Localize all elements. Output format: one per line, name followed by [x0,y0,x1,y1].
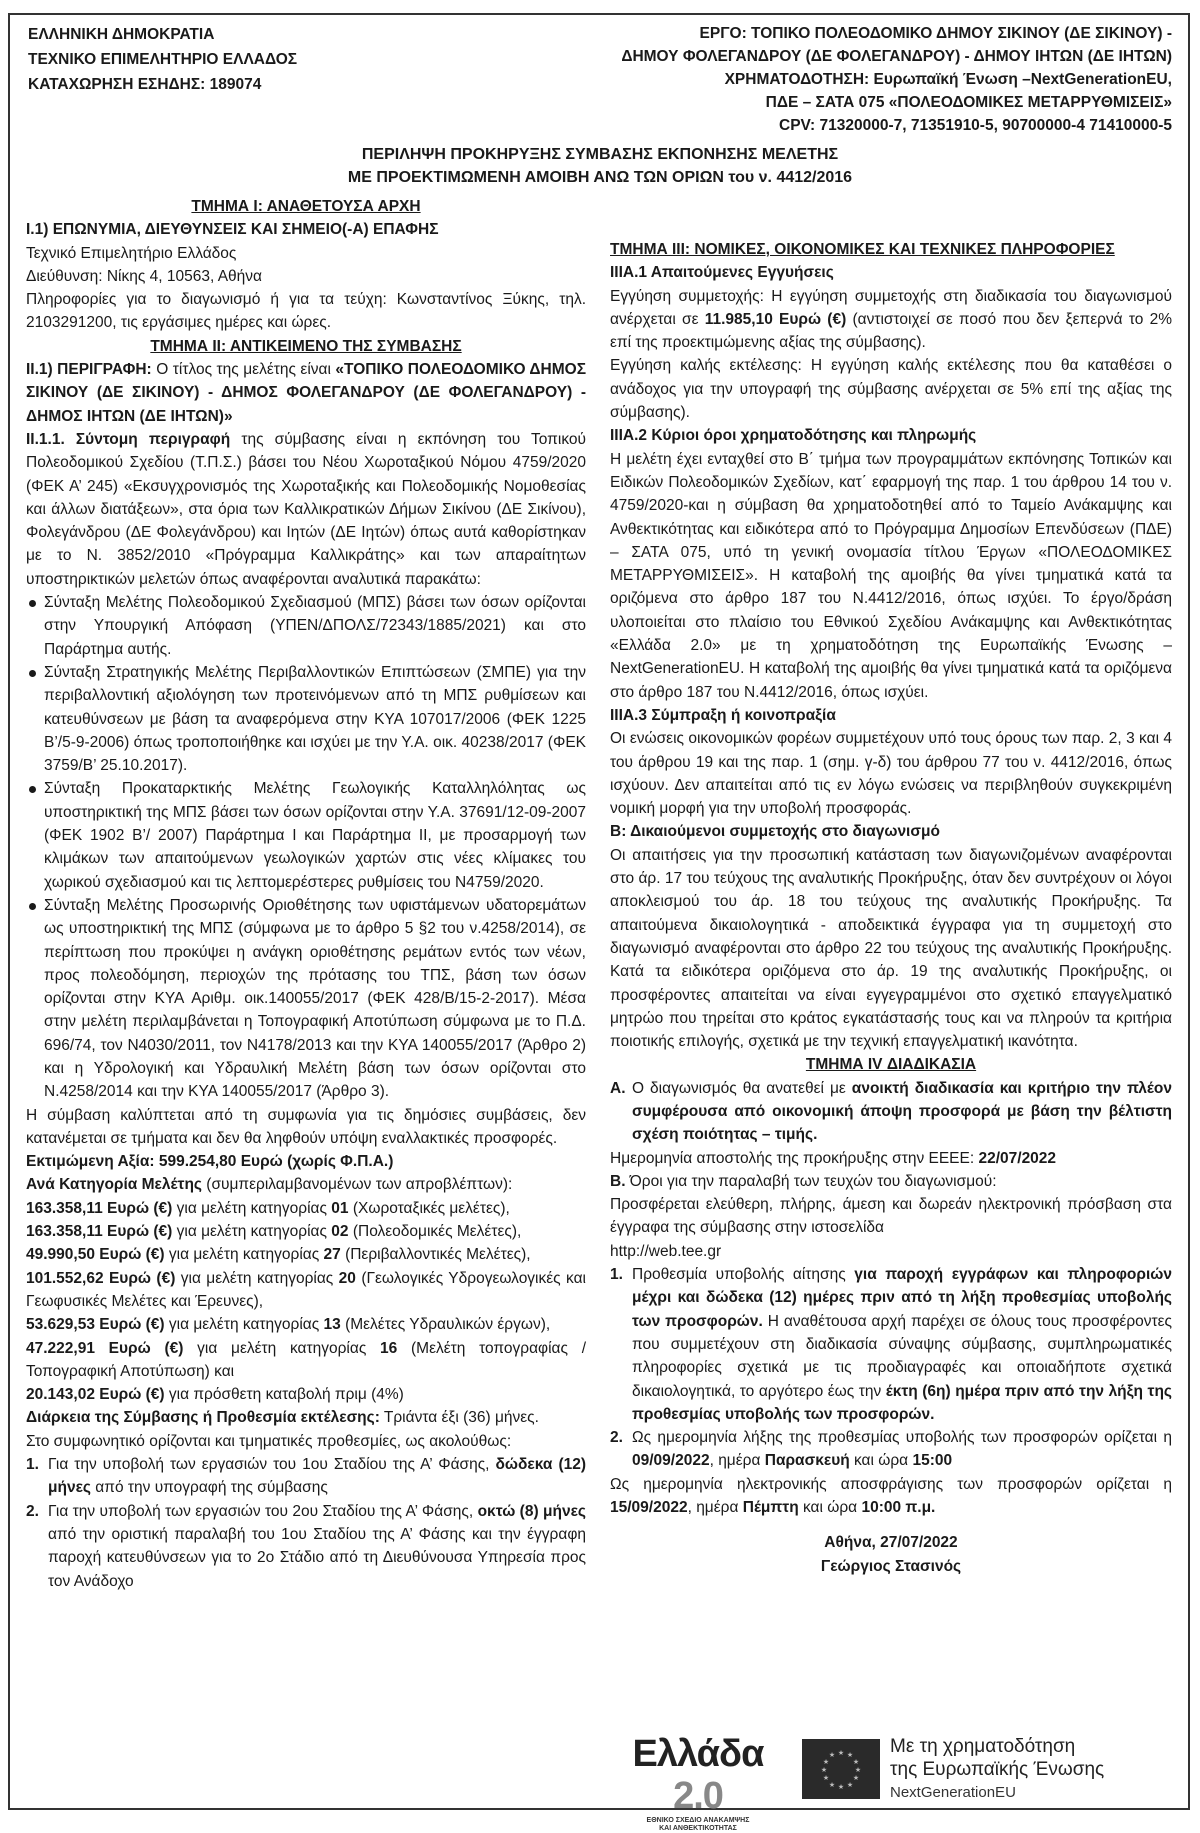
eu-line-2: της Ευρωπαϊκής Ένωσης [890,1759,1105,1780]
category-row [26,1313,586,1336]
deadline-time: 15:00 [912,1452,953,1470]
category-amount: 101.552,62 Ευρώ (€) [26,1269,176,1287]
item-number: 2. [26,1502,39,1520]
category-row [26,1243,586,1266]
financing-heading: ΙΙΙΑ.2 Κύριοι όροι χρηματοδότησης και πληρωμής [610,427,977,445]
guarantee-post: (αντιστοιχεί σε ποσό που δεν ξεπερνά το 2% επί της προεκτιμώμενης αξίας της σύμβασης). [610,310,1172,352]
partial-deadline-1 [26,1453,586,1500]
category-desc: (Μελέτη τοπογραφίας / Τοπογραφική Αποτύπωση) και [26,1339,587,1380]
header-republic: ΕΛΛΗΝΙΚΗ ΔΗΜΟΚΡΑΤΙΑ [28,26,215,43]
svg-text:★: ★ [822,1774,830,1782]
category-text: για μελέτη κατηγορίας [175,1269,339,1287]
signature-block [610,1531,1172,1579]
section-1-heading: ΤΜΗΜΑ Ι: ΑΝΑΘΕΤΟΥΣΑ ΑΡΧΗ [191,198,421,215]
duration-label: Διάρκεια της Σύμβασης ή Προθεσμία εκτέλεσης: [26,1409,380,1427]
item-number: 2. [610,1429,623,1447]
category-text: για μελέτη κατηγορίας [183,1339,381,1357]
ellada-2-logo [618,1733,778,1833]
financing-text: Η μελέτη έχει ενταχθεί στο Β΄ τμήμα των προγραμμάτων εκπόνησης Τοπικών και Ειδικών Πολεοδομικών Σχεδίων, κατ΄ εφαρμογή της παρ. 1 του άρθρου 14 του ν. 4759/2020-και η σύμβαση θα χρηματοδοτηθεί από το Ταμείο Ανάκαμψης και Ανθεκτικότητας και ειδικότερα από το Πρόγραμμα Δημοσίων Επενδύσεων (ΠΔΕ) – ΣΑΤΑ 075, υπό τη γενική ονομασία τίτλου Έργων «ΠΟΛΕΟΔΟΜΙΚΕΣ ΜΕΤΑΡΡΥΘΜΙΣΕΙΣ». Η καταβολή της αμοιβής θα γίνει τμηματικά κατά τα οριζόμενα στο άρθρο 187 του Ν.4412/2016, όπως ισχύει. Το έργο/δράση υλοποιείται στο πλαίσιο του Εθνικού Σχεδίου Ανάκαμψης και Ανθεκτικότητας «Ελλάδα 2.0» με τη χρηματοδότηση της Ευρωπαϊκής Ένωσης –NextGenerationEU. Η καταβολή της αμοιβής θα γίνει τμηματικά κατά τα οριζόμενα στο άρθρο 187 του Ν.4412/2016, όπως ισχύει. [610,450,1172,701]
procedure-b-text: Όροι για την παραλαβή των τευχών του διαγωνισμού: [625,1172,997,1190]
svg-text:★: ★ [822,1758,830,1766]
partial-post: από την οριστική παραλαβή του 1ου Σταδίου της Α’ Φάσης και την έγγραφη παροχή κατευθύνσεων για το 2ο Στάδιο από τη Διευθύνουσα Υπηρεσία προς τον Ανάδοχο [48,1525,586,1590]
deadline-date: 09/09/2022 [632,1452,710,1470]
ellada-version: 2.0 [673,1775,723,1817]
guarantee-pre: Εγγύηση συμμετοχής: Η εγγύηση συμμετοχής στη διαδικασία του διαγωνισμού ανέρχεται σε [610,287,1172,328]
item-number: 1. [610,1266,623,1284]
estimated-value: Εκτιμώμενη Αξία: 599.254,80 Ευρώ (χωρίς Φ.Π.Α.) [26,1153,394,1171]
header-project-2: ΔΗΜΟΥ ΦΟΛΕΓΑΝΔΡΟΥ (ΔΕ ΦΟΛΕΓΑΝΔΡΟΥ) - ΔΗΜΟΥ ΙΗΤΩΝ (ΔΕ ΙΗΤΩΝ) [621,48,1172,65]
eu-line-1: Με τη χρηματοδότηση [890,1736,1076,1757]
category-code: 16 [380,1339,398,1357]
eligibility-heading: Β: Δικαιούμενοι συμμετοχής στο διαγωνισμό [610,823,940,841]
category-code: 27 [323,1246,341,1264]
signature-date: Αθήνα, 27/07/2022 [824,1534,958,1552]
contracting-address: Διεύθυνση: Νίκης 4, 10563, Αθήνα [26,267,262,285]
category-text: για μελέτη κατηγορίας [164,1316,324,1334]
title-line-1: ΠΕΡΙΛΗΨΗ ΠΡΟΚΗΡΥΞΗΣ ΣΥΜΒΑΣΗΣ ΕΚΠΟΝΗΣΗΣ ΜΕΛΕΤΗΣ [361,146,839,163]
opening-day: Πέμπτη [742,1499,799,1517]
procedure-a-pre: Ο διαγωνισμός θα ανατεθεί με [632,1079,852,1097]
procedure-b [610,1170,1172,1193]
partial-pre: Για την υποβολή των εργασιών του 2ου Σταδίου της Α’ Φάσης, [48,1502,478,1520]
eu-flag-icon [802,1739,880,1799]
bullet-item: Σύνταξη Μελέτης Προσωρινής Οριοθέτησης των υφιστάμενων υδατορεμάτων ως υποστηρικτική της ΜΠΣ (σύμφωνα με το άρθρο 5 §2 του ν.4258/2014), σε περίπτωση που προκύψει η ανάγκη οριοθέτησης ρεμάτων εντός των νέων, προς πολεοδόμηση, περιοχών της πρότασης του ΤΠΣ, βάση των όσων ορίζονται στην ΚΥΑ Αριθμ. οικ.140055/2017 (ΦΕΚ 428/Β/15-2-2017). Μέσα στην μελέτη περιλαμβάνεται η Τοπογραφική Αποτύπωση σύμφωνα με το Π.Δ. 696/74, τον Ν4030/2011, τον Ν4178/2013 και την ΚΥΑ 140055/2017 (Άρθρο 2) και η Υδρολογική και Υδραυλική Μελέτη βάση των όσων ορίζονται στο Ν.4258/2014 και την ΚΥΑ 140055/2017 (Άρθρο 3). [26,894,586,1104]
header-funding: ΧΡΗΜΑΤΟΔΟΤΗΣΗ: Ευρωπαϊκή Ένωση –NextGenerationEU, [724,71,1172,88]
short-description [26,428,586,591]
performance-guarantee: Εγγύηση καλής εκτέλεσης: Η εγγύηση καλής εκτέλεσης που θα καταθέσει ο ανάδοχος για την υπογραφή της σύμβασης ανέρχεται σε 5% επί της αξίας της σύμβασης). [610,357,1172,422]
partial-pre: Για την υποβολή των εργασιών του 1ου Σταδίου της Α’ Φάσης, [48,1456,496,1474]
category-row [26,1267,586,1314]
item-letter: Β. [610,1172,626,1190]
procedure-a [610,1077,1172,1147]
duration [26,1406,586,1429]
short-description-label: ΙΙ.1.1. Σύντομη περιγραφή [26,430,231,448]
header-chamber: ΤΕΧΝΙΚΟ ΕΠΙΜΕΛΗΤΗΡΙΟ ΕΛΛΑΔΟΣ [28,51,298,68]
eu-funding-text [890,1735,1104,1804]
item1-mid: Η αναθέτουσα αρχή παρέχει σε όλους τους προσφέροντες που συμμετέχουν στη διαδικασία σύναψης σύμβασης, συμπληρωματικές πληροφορίες σχετικά με τις προδιαγραφές και οποιαδήποτε σχετικά δικαιολογητικά, το αργότερο έως την [632,1312,1173,1400]
header-project-1: ΕΡΓΟ: ΤΟΠΙΚΟ ΠΟΛΕΟΔΟΜΙΚΟ ΔΗΜΟΥ ΣΙΚΙΝΟΥ (ΔΕ ΣΙΚΙΝΟΥ) - [699,25,1172,42]
section-2-heading: ΤΜΗΜΑ ΙΙ: ΑΝΤΙΚΕΙΜΕΝΟ ΤΗΣ ΣΥΜΒΑΣΗΣ [150,337,462,355]
logos-row [600,1733,1180,1832]
svg-text:★: ★ [837,1749,845,1757]
bullet-item: Σύνταξη Προκαταρκτικής Μελέτης Γεωλογικής Καταλληλόλητας ως υποστηρικτική της ΜΠΣ βάσει των όσων ορίζονται στην Υ.Α. 37691/12-09-2007 (ΦΕΚ 1902 Β’/ 2007) Παράρτημα Ι και Παράρτημα ΙΙ, με προσαρμογή των κλιμάκων των απαιτούμενων γεωλογικών χαρτών στις νέες κλίμακες του χωρικού σχεδιασμού και τις λεπτομερέστερες ρυθμίσεις του Ν4759/2020. [26,777,586,893]
category-row [26,1197,586,1220]
guarantees-heading: ΙΙΙΑ.1 Απαιτούμενες Εγγυήσεις [610,264,834,282]
dispatch-date: 22/07/2022 [978,1149,1057,1167]
procedure-a-bold: ανοικτή διαδικασία και κριτήριο την πλέον συμφέρουσα από οικονομική άποψη προσφορά με βάση την βέλτιστη σχέση ποιότητας – τιμής. [632,1079,1172,1144]
coverage-text: Η σύμβαση καλύπτεται από τη συμφωνία για τις δημόσιες συμβάσεις, δεν κατανέμεται σε τμήματα και δεν θα ληφθούν υπόψη εναλλακτικές προσφορές. [26,1106,586,1147]
participation-guarantee [610,285,1172,355]
item-number: 1. [26,1456,39,1474]
ellada-word: Ελλάδα [632,1733,764,1775]
header-cpv: CPV: 71320000-7, 71351910-5, 90700000-4 71410000-5 [779,117,1172,134]
tee-website-link[interactable]: http://web.tee.gr [610,1242,722,1260]
svg-text:★: ★ [820,1766,828,1774]
header-pde: ΠΔΕ – ΣΑΤΑ 075 «ΠΟΛΕΟΔΟΜΙΚΕΣ ΜΕΤΑΡΡΥΘΜΙΣΕΙΣ» [765,94,1172,111]
opening-time: 10:00 π.μ. [861,1499,936,1517]
contracting-org: Τεχνικό Επιμελητήριο Ελλάδος [26,244,237,262]
svg-text:★: ★ [852,1758,860,1766]
category-amount: 47.222,91 Ευρώ (€) [26,1339,184,1357]
deadline-pre: Ως ημερομηνία λήξης της προθεσμίας υποβολής των προσφορών ορίζεται η [632,1429,1172,1447]
category-amount: 53.629,53 Ευρώ (€) [26,1316,165,1334]
short-description-text: της σύμβασης είναι η εκπόνηση του Τοπικού Πολεοδομικού Σχεδίου (Τ.Π.Σ.) βάσει του Νέου Χωροταξικού Νόμου 4759/2020 (ΦΕΚ Α’ 245) «Εκσυγχρονισμός της Χωροταξικής και Πολεοδομικής Νομοθεσίας και άλλων διατάξεων», στα όρια των Καλλικρατικών Δήμων Σικίνου (ΔΕ Σικίνου), Φολεγάνδρου (ΔΕ Φολεγάνδρου) και Ιητών (ΔΕ Ιητών) όπως αυτά καθορίστηκαν με το Ν. 3852/2010 «Πρόγραμμα Καλλικράτης» και των απαραίτητων υποστηρικτικών μελετών όπως αναφέρονται αναλυτικά παρακάτω: [26,430,586,588]
header-registration: ΚΑΤΑΧΩΡΗΣΗ ΕΣΗΔΗΣ: 189074 [28,76,262,93]
section-1-sub: Ι.1) ΕΠΩΝΥΜΙΑ, ΔΙΕΥΘΥΝΣΕΙΣ ΚΑΙ ΣΗΜΕΙΟ(-Α) ΕΠΑΦΗΣ [26,221,439,239]
category-desc: (Περιβαλλοντικές Μελέτες), [340,1246,531,1264]
opening-date: 15/09/2022 [610,1499,688,1517]
deadline-mid2: και ώρα [849,1452,913,1470]
partial-bold: οκτώ (8) μήνες [477,1502,586,1520]
left-column [26,195,586,1593]
deadline-day: Παρασκευή [764,1452,850,1470]
bullet-item: Σύνταξη Στρατηγικής Μελέτης Περιβαλλοντικών Επιπτώσεων (ΣΜΠΕ) για την περιβαλλοντική αξιολόγηση των προτεινόμενων από τη ΜΠΣ ρυθμίσεων και κατευθύνσεων με βάση τα αναφερόμενα στην ΚΥΑ 107017/2006 (ΦΕΚ 1225 Β’/5-9-2006) όπως τροποποιήθηκε και ισχύει με την Υ.Α. οικ. 40238/2017 (ΦΕΚ 3759/Β’ 25.10.2017). [26,661,586,777]
partial-bold: δώδεκα (12) μήνες [48,1456,587,1497]
duration-text: Τριάντα έξι (36) μήνες. [379,1409,539,1427]
category-code: 13 [323,1316,341,1334]
category-text: για μελέτη κατηγορίας [172,1223,332,1241]
svg-text:★: ★ [846,1781,854,1789]
header-left [28,22,297,97]
svg-text:★: ★ [852,1774,860,1782]
category-desc: (Γεωλογικές Υδρογεωλογικές και Γεωφυσικές Μελέτες και Έρευνες), [26,1269,586,1310]
category-desc: (Πολεοδομικές Μελέτες), [348,1223,522,1241]
header-right [621,22,1172,137]
eligibility-text: Οι απαιτήσεις για την προσωπική κατάσταση των διαγωνιζομένων αναφέρονται στο άρ. 17 του τεύχους της αναλυτικής Προκήρυξης, όταν δεν συντρέχουν οι λόγοι αποκλεισμού του άρ. 18 του τεύχους της αναλυτικής Προκήρυξης. Τα απαιτούμενα δικαιολογητικά - αποδεικτικά έγγραφα για τη συμμετοχή στο διαγωνισμό αναφέρονται στο άρθρο 22 του τεύχους της αναλυτικής Προκήρυξης. Κατά τα ειδικότερα οριζόμενα στο άρ. 19 της αναλυτικής Προκήρυξης, οι προσφέροντες απαιτείται να είναι εγγεγραμμένοι στο σχετικό επαγγελματικό μητρώο που τηρείται στο κράτος εγκατάστασής τους και να πληρούν τα κριτήρια ποιοτικής επιλογής, σχετικά με την τεχνική επαγγελματική ικανότητα. [610,846,1172,1051]
dispatch-label: Ημερομηνία αποστολής της προκήρυξης στην ΕΕΕΕ: [610,1149,979,1167]
category-code: 20 [338,1269,356,1287]
partial-deadline-2 [26,1500,586,1593]
study-title: «ΤΟΠΙΚΟ ΠΟΛΕΟΔΟΜΙΚΟ ΔΗΜΟΣ ΣΙΚΙΝΟΥ (ΔΕ ΣΙΚΙΝΟΥ) - ΔΗΜΟΣ ΦΟΛΕΓΑΝΔΡΟΥ (ΔΕ ΦΟΛΕΓΑΝΔΡΟΥ) - ΔΗΜΟΣ ΙΗΤΩΝ (ΔΕ ΙΗΤΩΝ)» [26,361,587,425]
opening-pre: Ως ημερομηνία ηλεκτρονικής αποσφράγισης των προσφορών ορίζεται η [610,1475,1172,1493]
svg-text:★: ★ [828,1781,836,1789]
description-text: Ο τίτλος της μελέτης είναι [151,361,336,379]
category-amount: 49.990,50 Ευρώ (€) [26,1246,165,1264]
category-text: για μελέτη κατηγορίας [172,1199,332,1217]
category-text: για μελέτη κατηγορίας [164,1246,324,1264]
prim-amount: 20.143,02 Ευρώ (€) [26,1386,165,1404]
opening-mid: , ημέρα [687,1499,743,1517]
title-line-2: ΜΕ ΠΡΟΕΚΤΙΜΩΜΕΝΗ ΑΜΟΙΒΗ ΑΝΩ ΤΩΝ ΟΡΙΩΝ του ν. 4412/2016 [347,169,853,186]
item1-pre: Προθεσμία υποβολής αίτησης [632,1266,855,1284]
access-text: Προσφέρεται ελεύθερη, πλήρης, άμεση και δωρεάν ηλεκτρονική πρόσβαση στα έγγραφα της σύμβασης στην ιστοσελίδα [610,1196,1172,1237]
ellada-subtitle-2: ΚΑΙ ΑΝΘΕΚΤΙΚΟΤΗΤΑΣ [659,1825,737,1832]
dispatch-date-row [610,1147,1172,1170]
signatory-name: Γεώργιος Στασινός [820,1558,962,1576]
section-4-heading: ΤΜΗΜΑ IV ΔΙΑΔΙΚΑΣΙΑ [805,1056,977,1074]
bullet-item: Σύνταξη Μελέτης Πολεοδομικού Σχεδιασμού (ΜΠΣ) βάσει των όσων ορίζονται στην Υπουργική Απόφαση (ΥΠΕΝ/ΔΠΟΛΣ/72343/1885/2021) και στο Παράρτημα αυτής. [26,591,586,661]
category-amount: 163.358,11 Ευρώ (€) [26,1199,173,1217]
eu-line-3: NextGenerationEU [890,1784,1016,1801]
notice-title [0,143,1200,189]
category-code: 02 [331,1223,349,1241]
section-3-heading: ΤΜΗΜΑ ΙΙΙ: ΝΟΜΙΚΕΣ, ΟΙΚΟΝΟΜΙΚΕΣ ΚΑΙ ΤΕΧΝΙΚΕΣ ΠΛΗΡΟΦΟΡΙΕΣ [610,241,1115,258]
item1-bold2: έκτη (6η) ημέρα πριν από την λήξη της προθεσμίας υποβολής των προσφορών. [632,1382,1172,1423]
opening-date-row [610,1473,1172,1520]
partial-intro: Στο συμφωνητικό ορίζονται και τμηματικές προθεσμίες, ως ακολούθως: [26,1432,512,1450]
category-row [26,1220,586,1243]
description-paragraph [26,358,586,428]
submission-deadline-item [610,1426,1172,1473]
category-amount: 163.358,11 Ευρώ (€) [26,1223,173,1241]
ellada-subtitle-1: ΕΘΝΙΚΟ ΣΧΕΔΙΟ ΑΝΑΚΑΜΨΗΣ [646,1817,750,1824]
prim-row [26,1383,586,1406]
svg-text:★: ★ [837,1783,845,1791]
category-desc: (Μελέτες Υδραυλικών έργων), [340,1316,551,1334]
category-code: 01 [331,1199,349,1217]
category-label: Ανά Κατηγορία Μελέτης [26,1176,202,1194]
category-intro [26,1173,586,1196]
category-row [26,1337,586,1384]
prim-text: για πρόσθετη καταβολή πριμ (4%) [164,1386,404,1404]
svg-text:★: ★ [854,1766,862,1774]
right-column [610,192,1172,1579]
guarantee-amount: 11.985,10 Ευρώ (€) [704,310,847,328]
deadline-mid: , ημέρα [709,1452,765,1470]
svg-text:★: ★ [846,1751,854,1759]
partial-post: από την υπογραφή της σύμβασης [91,1479,328,1497]
contracting-info: Πληροφορίες για το διαγωνισμό ή για τα τεύχη: Κωνσταντίνος Ξύκης, τηλ. 2103291200, τις εργάσιμες ημέρες και ώρες. [26,291,586,332]
category-note: (συμπεριλαμβανομένων των απροβλέπτων): [201,1176,513,1194]
request-deadline-item [610,1263,1172,1426]
item1-bold: για παροχή εγγράφων και πληροφοριών μέχρι και δώδεκα (12) ημέρες πριν από τη λήξη προθεσμίας υποβολής των προσφορών. [632,1266,1172,1330]
description-label: ΙΙ.1) ΠΕΡΙΓΡΑΦΗ: [26,361,152,379]
svg-text:★: ★ [828,1751,836,1759]
consortium-text: Οι ενώσεις οικονομικών φορέων συμμετέχουν υπό τους όρους των παρ. 2, 3 και 4 του άρθρου 19 και της παρ. 1 (σημ. γ-δ) του άρθρου 77 του ν. 4412/2016, όπως ισχύουν. Δεν απαιτείται από τις εν λόγω ενώσεις να περιβληθούν συγκεκριμένη νομική μορφή για την υποβολή προσφοράς. [610,730,1172,818]
category-desc: (Χωροταξικές μελέτες), [348,1199,510,1217]
consortium-heading: ΙΙΙΑ.3 Σύμπραξη ή κοινοπραξία [610,706,836,724]
opening-mid2: και ώρα [798,1499,862,1517]
item-letter: Α. [610,1079,626,1097]
